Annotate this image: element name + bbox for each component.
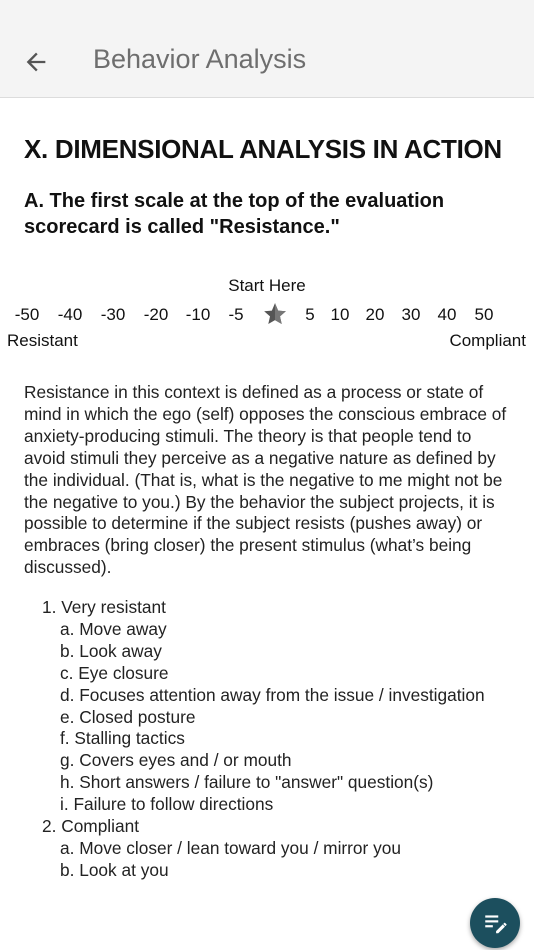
list-item: h. Short answers / failure to "answer" question(s) — [60, 772, 434, 793]
page-title: Behavior Analysis — [93, 44, 307, 74]
list-item: 1. Very resistant — [42, 597, 166, 617]
scale-tick: 50 — [474, 305, 494, 324]
list-item: e. Closed posture — [60, 706, 196, 727]
scale-tick: -10 — [185, 305, 211, 324]
resistance-scale — [0, 301, 534, 329]
list-item: a. Move closer / lean toward you / mirror you — [60, 837, 401, 858]
arrow-left-icon — [22, 48, 50, 76]
list-item: b. Look at you — [60, 859, 169, 880]
back-button[interactable] — [14, 40, 58, 84]
scale-tick: 30 — [401, 305, 421, 324]
section-subheading: A. The first scale at the top of the evaluation scorecard is called "Resistance." — [24, 190, 445, 238]
list-item: c. Eye closure — [60, 662, 169, 683]
list-item: a. Move away — [60, 618, 167, 639]
section-heading: X. DIMENSIONAL ANALYSIS IN ACTION — [24, 134, 502, 164]
scale-tick: 20 — [365, 305, 385, 324]
scale-tick: -50 — [14, 305, 40, 324]
body-paragraph: Resistance in this context is defined as a process or state of mind in which the ego (self) opposes the conscious embrace of anxiety-producing stimuli. The theory is that people tend to avoid stimuli they perceive as a negative nature as defined by the individual. (That is, what is the negative to me might not be the negative to you.) By the behavior the subject projects, it is possible to determine if the subject resists (pushes away) or embraces (bring closer) the present stimulus (what’s being discussed). — [24, 382, 507, 578]
list-item: 2. Compliant — [42, 816, 140, 837]
list-item: f. Stalling tactics — [60, 728, 185, 749]
scale-tick: -30 — [100, 305, 126, 324]
list-item: g. Covers eyes and / or mouth — [60, 750, 292, 771]
list-item: i. Failure to follow directions — [60, 794, 274, 815]
scale-tick: 10 — [330, 305, 350, 324]
behavior-list — [0, 597, 534, 882]
notes-edit-button[interactable] — [470, 898, 520, 948]
list-item: b. Look away — [60, 640, 162, 661]
scale-right-label: Compliant — [449, 331, 526, 350]
scale-start-label: Start Here — [228, 276, 306, 295]
scale-left-label: Resistant — [7, 331, 78, 350]
notes-edit-icon — [482, 910, 508, 936]
scale-tick: -5 — [228, 305, 244, 324]
scale-tick: -40 — [57, 305, 83, 324]
app-bar — [0, 0, 534, 98]
scale-tick: 5 — [305, 305, 315, 324]
scale-tick: 40 — [437, 305, 457, 324]
list-item: d. Focuses attention away from the issue / investigation — [60, 684, 485, 705]
star-icon — [262, 301, 288, 327]
scale-tick: -20 — [143, 305, 169, 324]
